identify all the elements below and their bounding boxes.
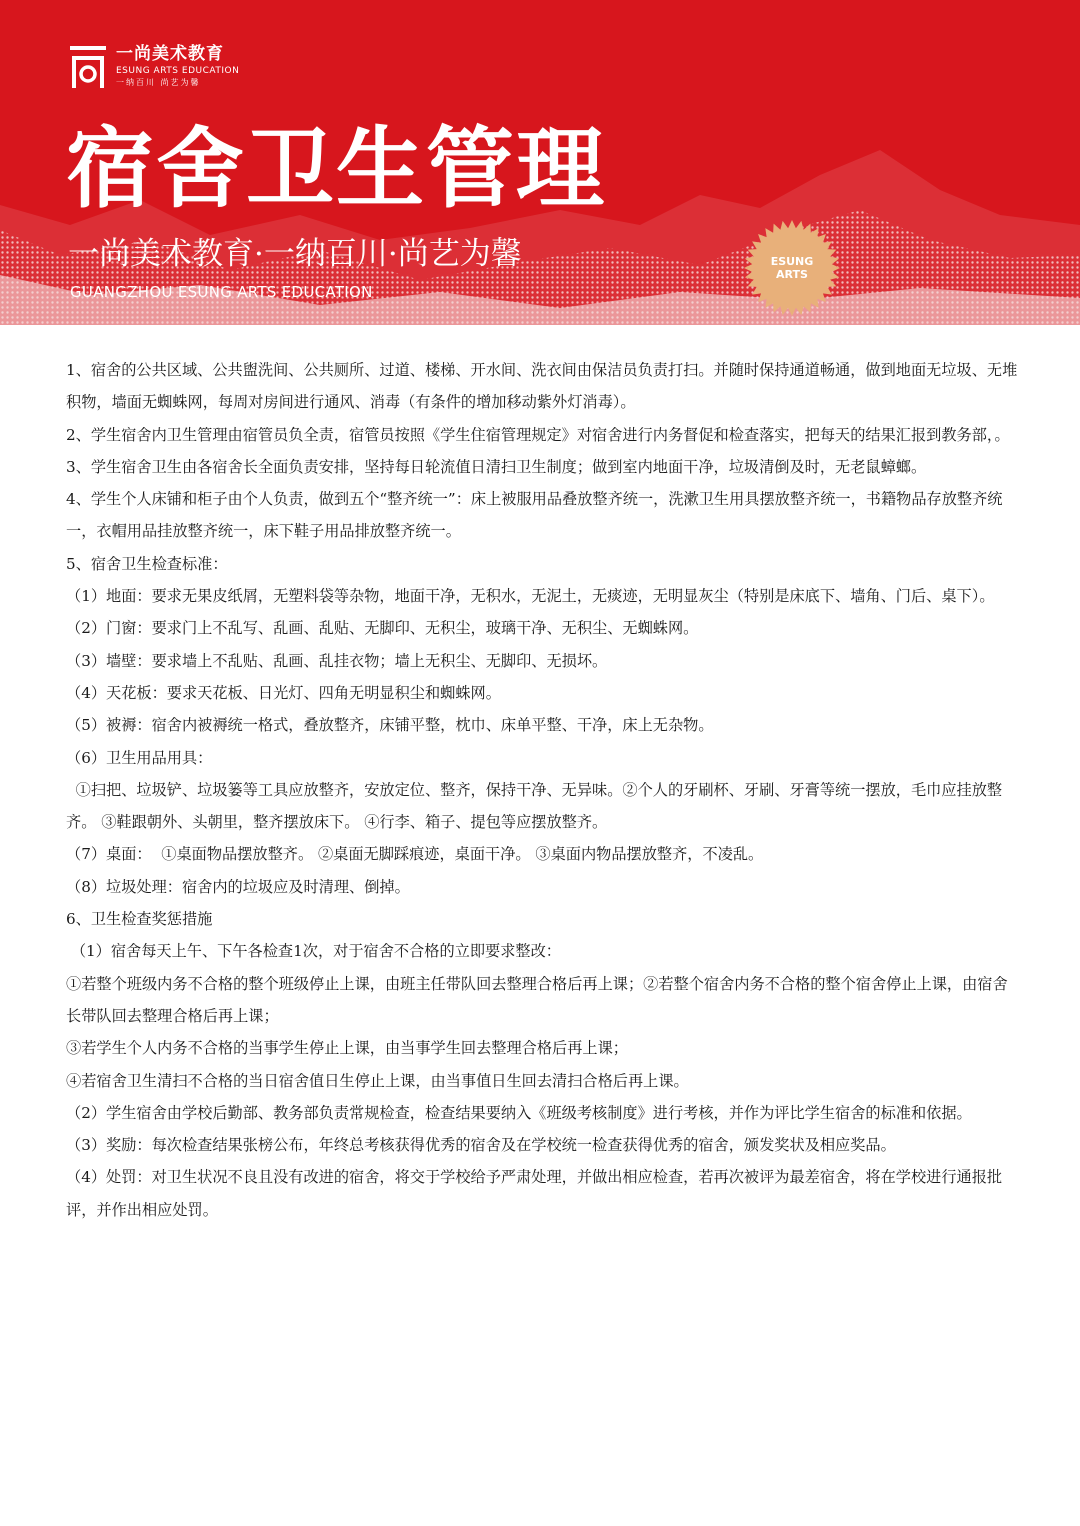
badge-text-esung: ESUNG <box>770 255 814 268</box>
paragraph: （1）宿舍每天上午、下午各检查1次，对于宿舍不合格的立即要求整改： <box>66 942 561 961</box>
english-subtitle: GUANGZHOU ESUNG ARTS EDUCATION <box>70 283 373 301</box>
logo-mark-icon <box>68 44 108 90</box>
brand-logo <box>68 44 239 90</box>
paragraph: （8）垃圾处理：宿舍内的垃圾应及时清理、倒掉。 <box>66 877 410 896</box>
paragraph: ①若整个班级内务不合格的整个班级停止上课，由班主任带队回去整理合格后再上课；②若整个宿舍内务不合格的整个宿舍停止上课，由宿舍长带队回去整理合格后再上课； <box>66 974 1008 1025</box>
page-title: 宿舍卫生管理 <box>66 116 607 220</box>
paragraph: 6、卫生检查奖惩措施 <box>66 910 213 929</box>
paragraph: ④若宿舍卫生清扫不合格的当日宿舍值日生停止上课，由当事值日生回去清扫合格后再上课。 <box>66 1071 689 1090</box>
paragraph: 1、宿舍的公共区域、公共盥洗间、公共厕所、过道、楼梯、开水间、洗衣间由保洁员负责打扫。并随时保持通道畅通，做到地面无垃圾、无堆积物，墙面无蜘蛛网，每周对房间进行通风、消毒（有条件的增加移动紫外灯消毒）。 <box>66 361 1018 412</box>
paragraph: 5、宿舍卫生检查标准： <box>66 554 228 573</box>
paragraph: （3）奖励：每次检查结果张榜公布，年终总考核获得优秀的宿舍及在学校统一检查获得优秀的宿舍，颁发奖状及相应奖品。 <box>66 1136 896 1155</box>
logo-english-name: ESUNG ARTS EDUCATION <box>116 66 240 76</box>
sunburst-badge-icon <box>742 218 842 318</box>
paragraph: （1）地面：要求无果皮纸屑，无塑料袋等杂物，地面干净，无积水，无泥土，无痰迹，无明显灰尘（特别是床底下、墙角、门后、桌下）。 <box>66 587 995 606</box>
paragraph: （4）天花板：要求天花板、日光灯、四角无明显积尘和蜘蛛网。 <box>66 683 501 702</box>
paragraph: （2）学生宿舍由学校后勤部、教务部负责常规检查，检查结果要纳入《班级考核制度》进行考核，并作为评比学生宿舍的标准和依据。 <box>66 1103 972 1122</box>
header-banner <box>0 0 1080 325</box>
paragraph: 3、学生宿舍卫生由各宿舍长全面负责安排，坚持每日轮流值日清扫卫生制度；做到室内地面干净，垃圾清倒及时，无老鼠蟑螂。 <box>66 457 927 476</box>
paragraph: （3）墙壁：要求墙上不乱贴、乱画、乱挂衣物；墙上无积尘、无脚印、无损坏。 <box>66 651 608 670</box>
logo-slogan: 一纳百川 尚艺为馨 <box>116 78 201 87</box>
badge-text-arts: ARTS <box>776 268 808 281</box>
paragraph: ③若学生个人内务不合格的当事学生停止上课，由当事学生回去整理合格后再上课； <box>66 1039 628 1058</box>
paragraph: ①扫把、垃圾铲、垃圾篓等工具应放整齐，安放定位、整齐，保持干净、无异味。②个人的牙刷杯、牙刷、牙膏等统一摆放，毛巾应挂放整齐。 ③鞋跟朝外、头朝里，整齐摆放床下。 ④行李、箱子、提包等应摆放整齐。 <box>66 780 1003 832</box>
document-body <box>66 354 1022 1226</box>
paragraph: 2、学生宿舍内卫生管理由宿管员负全责，宿管员按照《学生住宿管理规定》对宿舍进行内务督促和检查落实，把每天的结果汇报到教务部，。 <box>66 425 1010 444</box>
paragraph: （7）桌面： ①桌面物品摆放整齐。 ②桌面无脚踩痕迹，桌面干净。 ③桌面内物品摆放整齐，不凌乱。 <box>66 845 764 864</box>
logo-chinese-name: 一尚美术教育 <box>116 44 224 64</box>
page-subtitle: 一尚美术教育·一纳百川·尚艺为馨 <box>68 236 522 272</box>
paragraph: （6）卫生用品用具： <box>66 748 213 767</box>
paragraph: （2）门窗：要求门上不乱写、乱画、乱贴、无脚印、无积尘，玻璃干净、无积尘、无蜘蛛网。 <box>66 619 699 638</box>
paragraph: 4、学生个人床铺和柜子由个人负责，做到五个“整齐统一”：床上被服用品叠放整齐统一，洗漱卫生用具摆放整齐统一，书籍物品存放整齐统一，衣帽用品挂放整齐统一，床下鞋子用品排放整齐统一。 <box>66 490 1003 541</box>
paragraph: （5）被褥：宿舍内被褥统一格式，叠放整齐，床铺平整，枕巾、床单平整、干净，床上无杂物。 <box>66 716 714 735</box>
paragraph: （4）处罚：对卫生状况不良且没有改进的宿舍，将交于学校给予严肃处理，并做出相应检查，若再次被评为最差宿舍，将在学校进行通报批评，并作出相应处罚。 <box>66 1168 1003 1219</box>
